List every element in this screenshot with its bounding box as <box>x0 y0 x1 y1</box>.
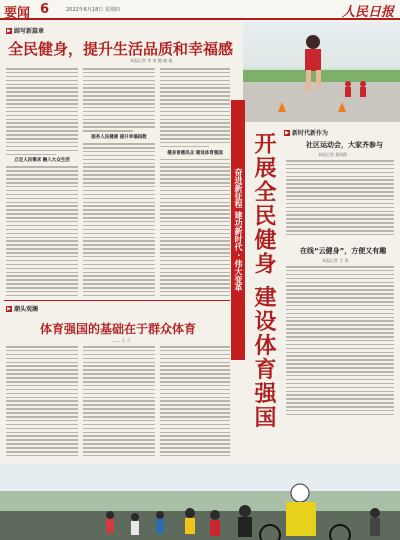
section-tag-label: 新时代新作为 <box>292 130 329 137</box>
text-column-2 <box>83 68 155 298</box>
section-tag-right <box>284 128 328 137</box>
bottom-column-1 <box>6 346 78 462</box>
text-column-3 <box>160 68 230 298</box>
section-tag-top <box>6 26 44 35</box>
issue-date: 2022年6月18日 星期四 <box>66 7 120 13</box>
right-article1-title: 社区运动会，大家齐参与 <box>306 141 383 149</box>
bottom-column-3 <box>160 346 230 462</box>
subhead-3: 健身普惠民众 建设体育强国 <box>167 150 223 156</box>
top-headline: 全民健身，提升生活品质和幸福感 <box>8 40 234 58</box>
tag-marker-icon: ▶ <box>7 305 11 312</box>
photo-kids-running <box>243 22 400 122</box>
tag-marker-icon: ▶ <box>285 129 289 136</box>
page-number: 6 <box>40 2 50 17</box>
right-article2-byline: 本报记者 王 男 <box>322 258 349 263</box>
right-article1-body <box>286 160 394 240</box>
subhead-2: 服务人民健康 提升幸福指数 <box>91 135 147 141</box>
section-divider <box>4 300 230 301</box>
right-article2-body <box>286 266 394 422</box>
campaign-banner: 奋进新征程 建功新时代 · 伟大变革 <box>231 100 245 360</box>
photo-cyclists <box>0 463 400 540</box>
bottom-column-2 <box>83 346 155 462</box>
subhead-1: 立足人民需求 融入大众生活 <box>14 158 70 164</box>
feature-vertical-title: 开展全民健身 建设体育强国 <box>251 132 276 430</box>
right-article1-byline: 本报记者 郑海鸥 <box>318 152 348 157</box>
tag-marker-icon: ▶ <box>7 27 11 34</box>
section-name: 要闻 <box>4 6 31 21</box>
cyclists-illustration <box>0 463 400 540</box>
page-header <box>0 0 400 20</box>
top-byline: 本报记者 李 家 鲍 晓 倩 <box>130 58 173 63</box>
section-tag-label: 潮头观澜 <box>14 306 39 313</box>
text-column-1 <box>6 68 78 298</box>
runners-illustration <box>243 22 400 122</box>
section-tag-bottom <box>6 304 38 313</box>
newspaper-logo: 人民日报 <box>341 5 394 20</box>
right-article2-title: 在线“云健身”，方便又有趣 <box>300 247 387 255</box>
section-tag-label: 踔写新篇章 <box>14 28 45 35</box>
bottom-byline: —— 王 立 <box>112 338 131 343</box>
bottom-headline: 体育强国的基础在于群众体育 <box>40 322 197 336</box>
